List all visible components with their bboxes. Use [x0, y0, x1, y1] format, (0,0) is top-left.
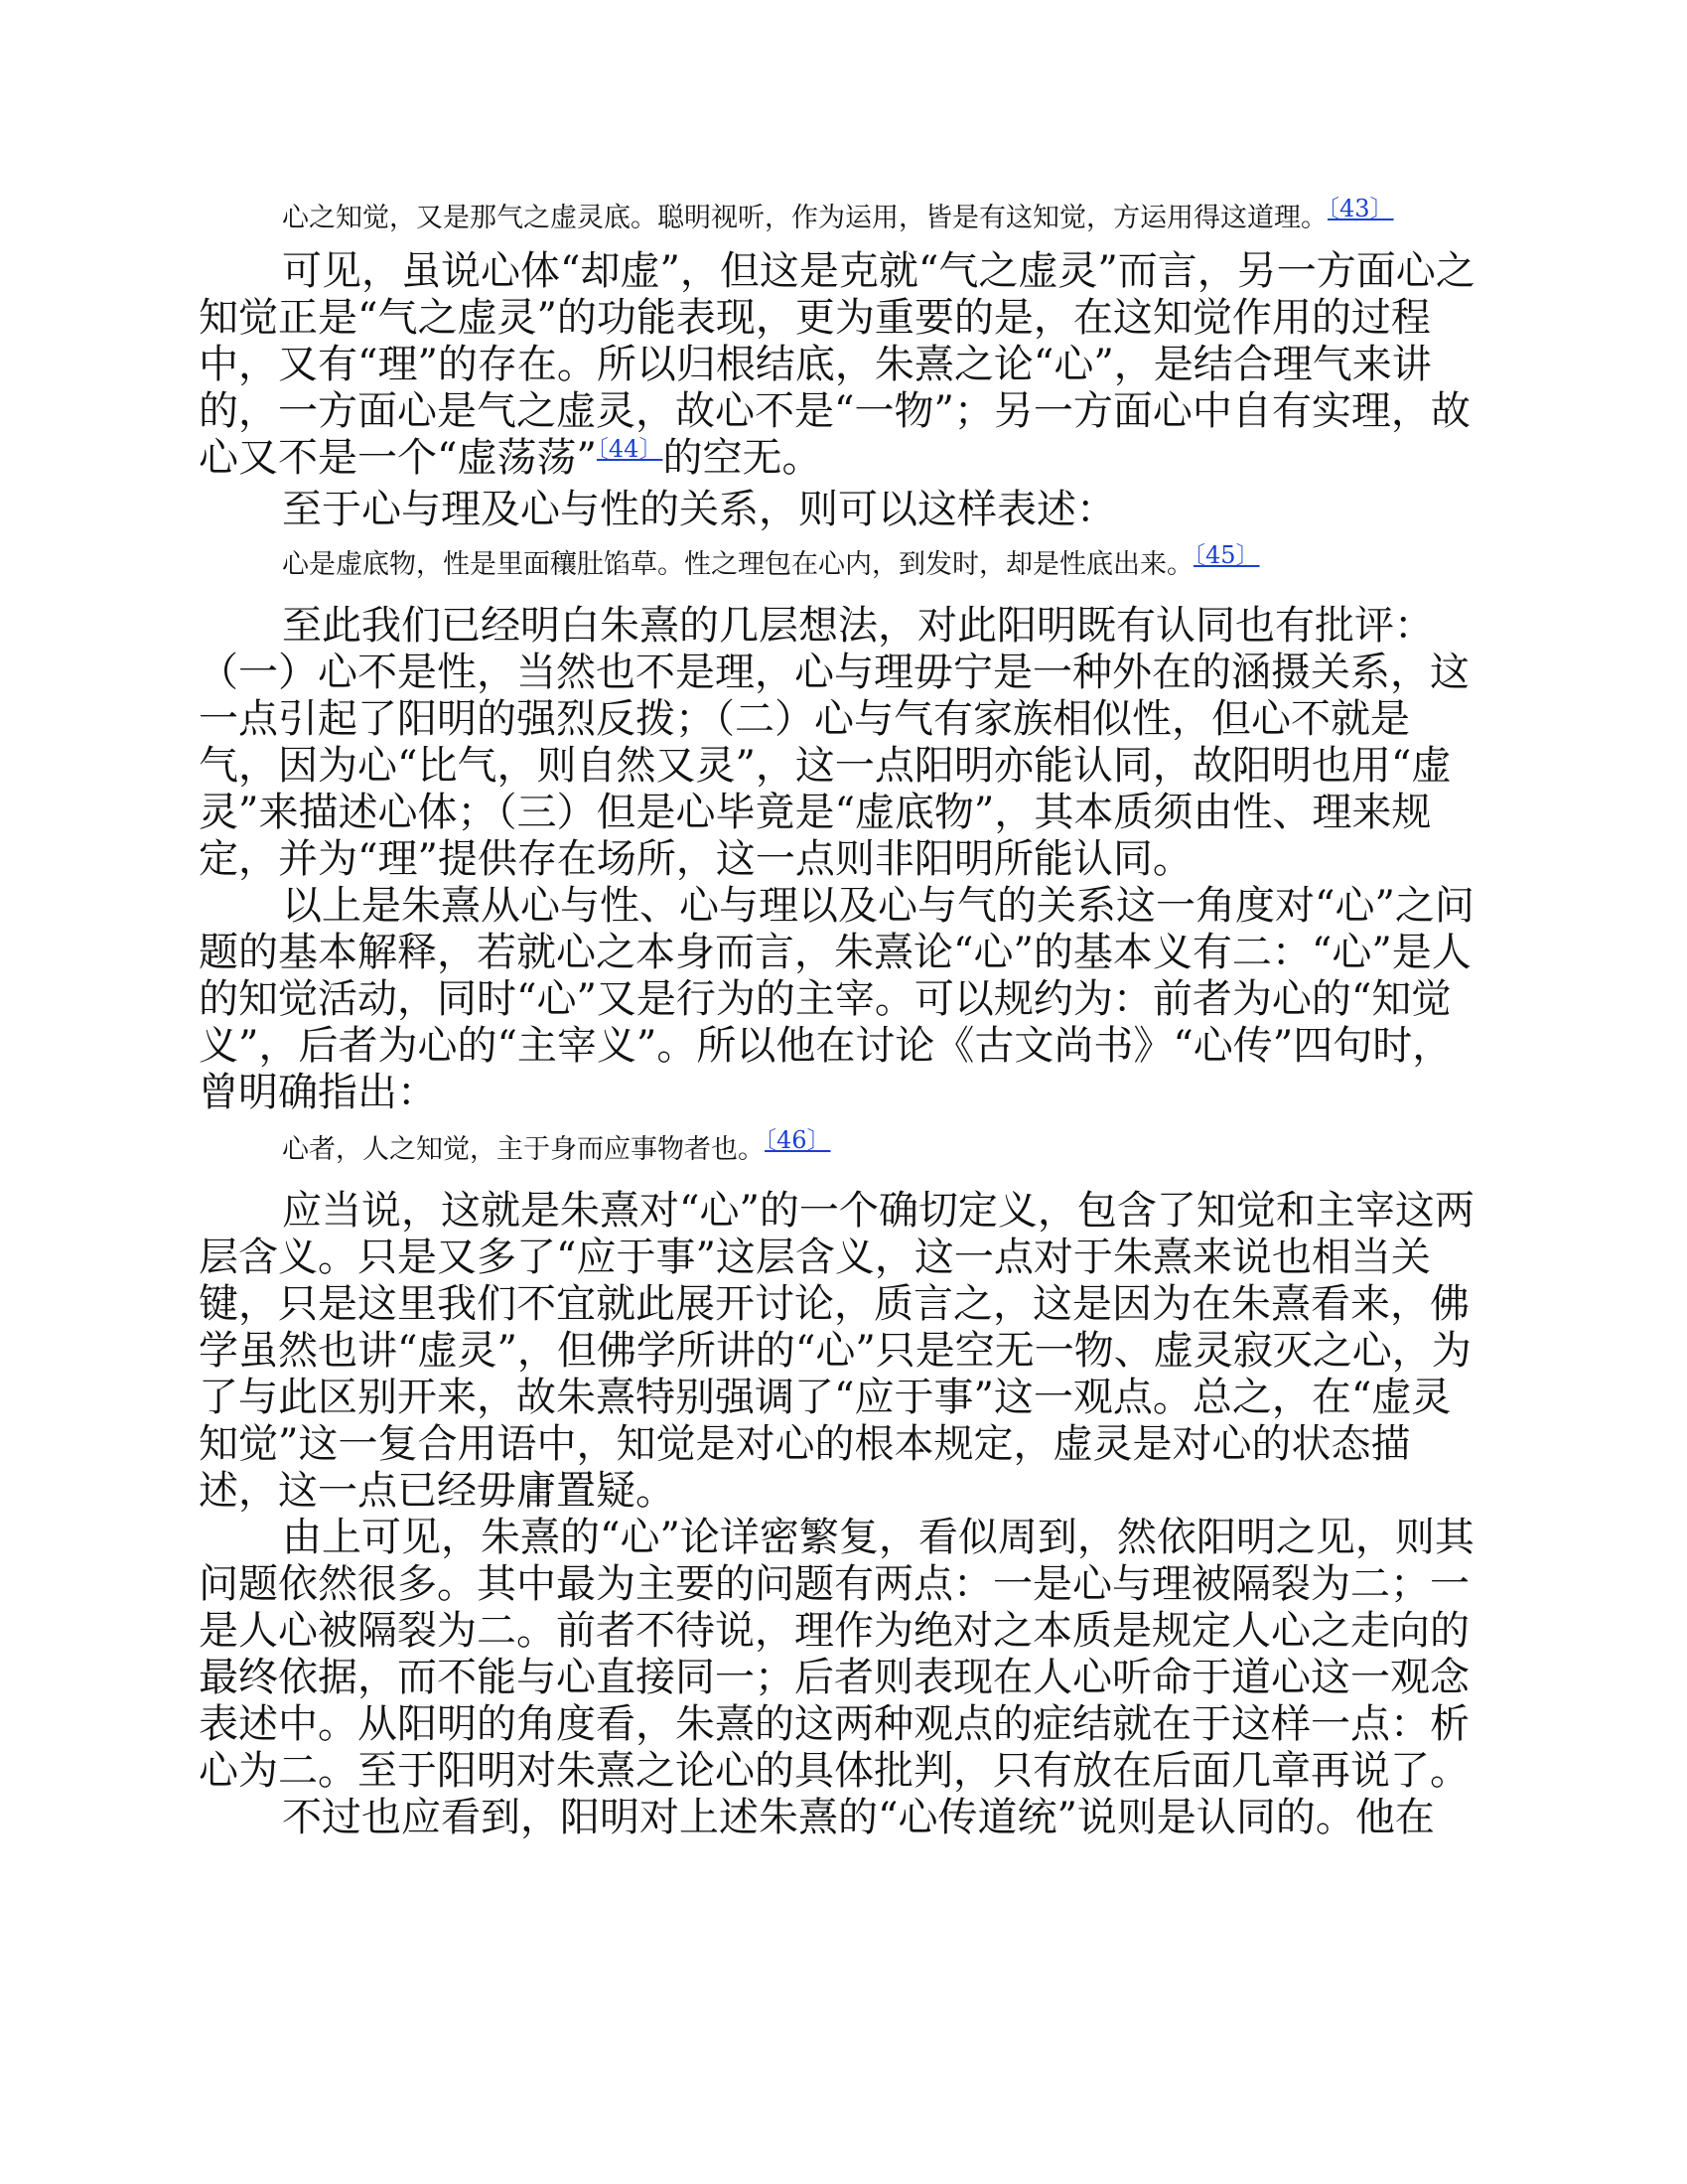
paragraph-text: 可见，虽说心体“却虚”，但这是克就“气之虚灵”而言，另一方面心之知觉正是“气之虚灵”的功能表现，更为重要的是，在这知觉作用的过程中，又有“理”的存在。所以归根结底，朱熹之论“心”，是结合理气来讲的，一方面心是气之虚灵，故心不是“一物”；另一方面心中自有实理，故心又不是一个“虚荡荡”	[199, 248, 1476, 481]
paragraph-text: 以上是朱熹从心与性、心与理以及心与气的关系这一角度对“心”之问题的基本解释，若就心之本身而言，朱熹论“心”的基本义有二：“心”是人的知觉活动，同时“心”又是行为的主宰。可以规约为：前者为心的“知觉义”，后者为心的“主宰义”。所以他在讨论《古文尚书》“心传”四句时，曾明确指出：	[199, 883, 1475, 1115]
body-paragraph	[199, 1515, 1479, 1795]
document-page	[199, 195, 1479, 1841]
footnote-link[interactable]: 〔43〕	[1328, 195, 1394, 222]
paragraph-text: 应当说，这就是朱熹对“心”的一个确切定义，包含了知觉和主宰这两层含义。只是又多了“应于事”这层含义，这一点对于朱熹来说也相当关键，只是这里我们不宜就此展开讨论，质言之，这是因为在朱熹看来，佛学虽然也讲“虚灵”，但佛学所讲的“心”只是空无一物、虚灵寂灭之心，为了与此区别开来，故朱熹特别强调了“应于事”这一观点。总之，在“虚灵知觉”这一复合用语中，知觉是对心的根本规定，虚灵是对心的状态描述，这一点已经毋庸置疑。	[199, 1188, 1475, 1514]
quote-text: 心之知觉，又是那气之虚灵底。聪明视听，作为运用，皆是有这知觉，方运用得这道理。	[282, 203, 1328, 233]
body-paragraph	[199, 883, 1479, 1116]
body-paragraph	[199, 487, 1479, 533]
footnote-link[interactable]: 〔45〕	[1194, 541, 1260, 569]
paragraph-text: 不过也应看到，阳明对上述朱熹的“心传道统”说则是认同的。他在	[282, 1795, 1435, 1840]
paragraph-text-continued: 的空无。	[662, 435, 822, 481]
body-paragraph	[199, 603, 1479, 883]
body-paragraph	[199, 1188, 1479, 1515]
quote-text: 心是虚底物，性是里面穰肚馅草。性之理包在心内，到发时，却是性底出来。	[282, 549, 1194, 580]
footnote-link[interactable]: 〔44〕	[596, 435, 663, 463]
block-quote	[199, 541, 1479, 589]
block-quote	[199, 195, 1479, 242]
body-paragraph	[199, 1795, 1479, 1841]
body-paragraph	[199, 248, 1479, 487]
footnote-link[interactable]: 〔46〕	[765, 1126, 831, 1154]
paragraph-text: 由上可见，朱熹的“心”论详密繁复，看似周到，然依阳明之见，则其问题依然很多。其中最为主要的问题有两点：一是心与理被隔裂为二；一是人心被隔裂为二。前者不待说，理作为绝对之本质是规定人心之走向的最终依据，而不能与心直接同一；后者则表现在人心听命于道心这一观念表述中。从阳明的角度看，朱熹的这两种观点的症结就在于这样一点：析心为二。至于阳明对朱熹之论心的具体批判，只有放在后面几章再说了。	[199, 1515, 1475, 1794]
block-quote	[199, 1126, 1479, 1174]
quote-text: 心者，人之知觉，主于身而应事物者也。	[282, 1134, 765, 1165]
paragraph-text: 至此我们已经明白朱熹的几层想法，对此阳明既有认同也有批评：（一）心不是性，当然也不是理，心与理毋宁是一种外在的涵摄关系，这一点引起了阳明的强烈反拨；（二）心与气有家族相似性，但心不就是气，因为心“比气，则自然又灵”，这一点阳明亦能认同，故阳明也用“虚灵”来描述心体；（三）但是心毕竟是“虚底物”，其本质须由性、理来规定，并为“理”提供存在场所，这一点则非阳明所能认同。	[199, 603, 1470, 882]
paragraph-text: 至于心与理及心与性的关系，则可以这样表述：	[282, 487, 1116, 532]
